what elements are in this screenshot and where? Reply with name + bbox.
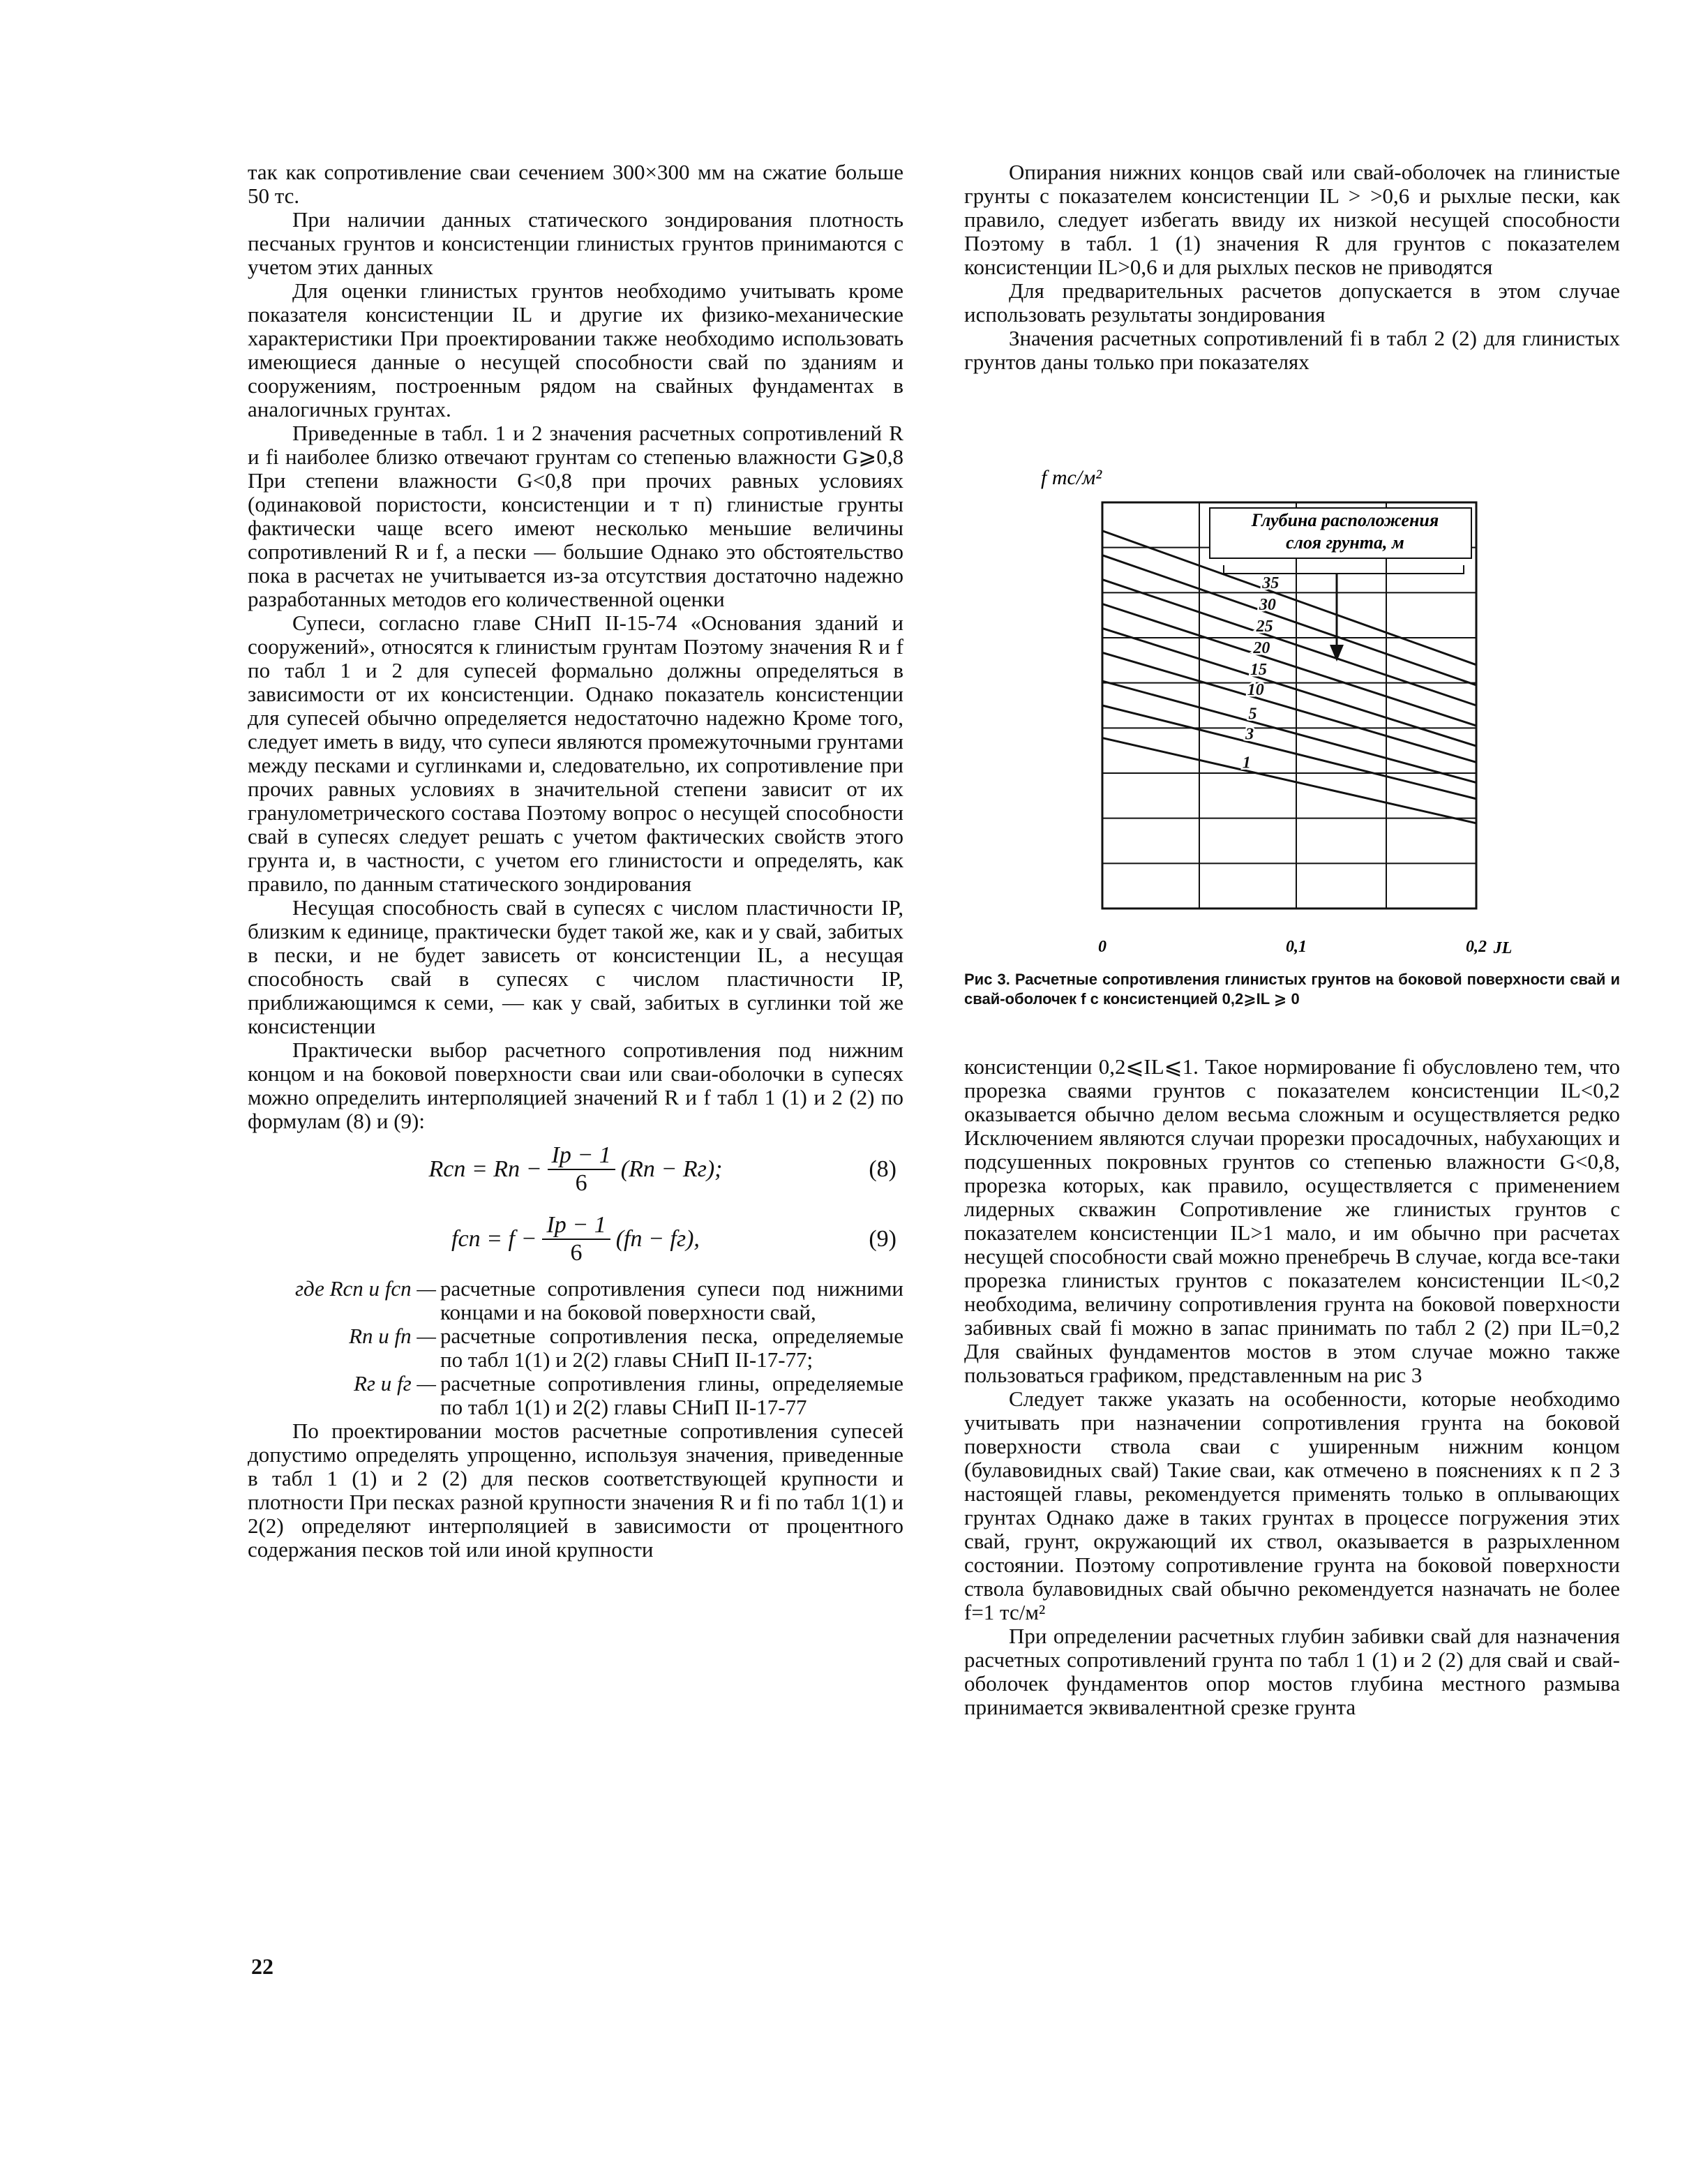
- plot-frame: [1102, 502, 1476, 908]
- paragraph: Следует также указать на особенности, которые необходимо учитывать при назначении сопротивления грунта на боковой поверхности ствола сваи с уширенным нижним концом (булавовидных свай) Такие сваи, как отмечено в пояснениях к п 2 3 настоящей главы, рекомендуется применять только в оплывающих грунтах Однако даже в таких грунтах в процессе погружения этих свай, грунт, окружающий их ствол, оказывается в разрыхленном состоянии. Поэтому сопротивление грунта на боковой поверхности ствола булавовидных свай обычно рекомендуется назначать не более f=1 тс/м²: [964, 1386, 1620, 1624]
- series-label: 3: [1245, 725, 1254, 744]
- formula-8: [248, 1136, 903, 1203]
- definition-text: расчетные сопротивления супеси под нижними концами и на боковой поверхности свай,: [440, 1276, 903, 1324]
- legend-bracket: [1224, 565, 1464, 574]
- series-label: 1: [1242, 754, 1251, 772]
- formula-number: (8): [869, 1156, 896, 1182]
- definitions-list: [248, 1277, 903, 1419]
- definition-row: [248, 1277, 903, 1324]
- formula-9: [248, 1206, 903, 1273]
- series-label: 15: [1250, 660, 1268, 679]
- series-label: 25: [1256, 617, 1273, 636]
- definition-term: Rп и fп —: [349, 1324, 436, 1348]
- legend-title-line2: слоя грунта, м: [1286, 532, 1404, 553]
- paragraph: При наличии данных статического зондирования плотность песчаных грунтов и консистенции глинистых грунтов принимаются с учетом этих данных: [248, 207, 903, 279]
- paragraph: Несущая способность свай в супесях с числом пластичности IP, близким к единице, практически будет такой же, как и у свай, забитых в пески, и не будет зависеть от консистенции IL, а несущая способность свай в супесях с числом пластичности IP, приближающимся к семи, — как у свай, забитых в суглинки той же консистенции: [248, 895, 903, 1038]
- x-axis-label: JL: [1493, 939, 1513, 957]
- x-tick-label: 0,2: [1466, 938, 1487, 956]
- fraction-numerator: Iр − 1: [542, 1212, 610, 1240]
- legend-title-line1: Глубина расположения: [1251, 510, 1439, 530]
- paragraph: Опирания нижних концов свай или свай-оболочек на глинистые грунты с показателем консистенции IL > >0,6 и рыхлые пески, как правило, следует избегать ввиду их низкой несущей способности Поэтому в табл. 1 (1) значения R для грунтов с показателем консистенции IL>0,6 и для рыхлых песков не приводятся: [964, 160, 1620, 279]
- formula-rhs: (Rп − Rг);: [620, 1156, 723, 1182]
- definition-row: [248, 1372, 903, 1419]
- definition-term: Rг и fг —: [353, 1371, 436, 1396]
- series-line-5: [1102, 681, 1476, 783]
- x-tick-label: 0: [1098, 938, 1106, 956]
- definition-text: расчетные сопротивления песка, определяемые по табл 1(1) и 2(2) главы СНиП II-17-77;: [440, 1324, 903, 1372]
- right-column-bottom: [964, 1055, 1620, 1719]
- definition-text: расчетные сопротивления глины, определяемые по табл 1(1) и 2(2) главы СНиП II-17-77: [440, 1371, 903, 1419]
- formula-fraction: [542, 1212, 610, 1266]
- formula-lhs: Rсп = Rп −: [428, 1156, 542, 1182]
- paragraph: Для предварительных расчетов допускается в этом случае использовать результаты зондирования: [964, 278, 1620, 327]
- paragraph: Для оценки глинистых грунтов необходимо учитывать кроме показателя консистенции IL и другие их физико-механические характеристики При проектировании также необходимо использовать имеющиеся данные о несущей способности свай по зданиям и сооружениям, построенным рядом на свайных фундаментах в аналогичных грунтах.: [248, 278, 903, 421]
- left-column: [248, 160, 903, 1562]
- y-axis-label: f тс/м²: [1041, 466, 1102, 489]
- fraction-denominator: 6: [570, 1240, 583, 1266]
- formula-lhs: fсп = f −: [451, 1226, 537, 1252]
- paragraph: Супеси, согласно главе СНиП II-15-74 «Основания зданий и сооружений», относятся к глинистым грунтам Поэтому значения R и f по табл 1 и 2 для супесей формально должны определяться в зависимости от их консистенции. Однако показатель консистенции для супесей обычно определяется недостаточно надежно Кроме того, следует иметь в виду, что супеси являются промежуточными грунтами между песками и суглинками и, следовательно, их сопротивление при прочих равных условиях в значительной степени зависит от их гранулометрического состава Поэтому вопрос о несущей способности свай в супесях следует решать с учетом фактических свойств этого грунта и, в частности, с учетом его глинистости и определять, как правило, по данным статического зондирования: [248, 611, 903, 896]
- page-number: 22: [251, 1954, 273, 1979]
- paragraph: По проектировании мостов расчетные сопротивления супесей допустимо определять упрощенно, используя значения, приведенные в табл 1 (1) и 2 (2) для песков соответствующей крупности и плотности При песках разной крупности значения R и fi по табл 1(1) и 2(2) определяют интерполяцией в зависимости от процентного содержания песков той или иной крупности: [248, 1419, 903, 1562]
- series-label: 35: [1262, 574, 1280, 593]
- fraction-denominator: 6: [575, 1170, 587, 1196]
- definition-term: где Rсп и fсп —: [294, 1276, 436, 1301]
- series-label: 10: [1247, 680, 1264, 699]
- formula-fraction: [548, 1142, 615, 1197]
- fraction-numerator: Iр − 1: [548, 1142, 615, 1170]
- definition-row: [248, 1324, 903, 1372]
- paragraph: консистенции 0,2⩽IL⩽1. Такое нормирование fi обусловлено тем, что прорезка сваями грунтов с показателем консистенции IL<0,2 оказывается обычно делом весьма сложным и осуществляется редко Исключением являются случаи прорезки просадочных, набухающих и подсушенных покровных грунтов со степенью влажности G<0,8, прорезка которых, как правило, осуществляется с применением лидерных скважин Сопротивление же глинистых грунтов с показателем консистенции IL>1 мало, и им обычно при расчетах несущей способности свай можно пренебречь В случае, когда все-таки прорезка глинистых грунтов с показателем консистенции IL<0,2 необходима, величину сопротивления грунта на боковой поверхности забивных свай fi можно в запас принимать по табл 2 (2) при IL=0,2 Для свайных фундаментов мостов в этом случае можно также пользоваться графиком, представленным на рис 3: [964, 1054, 1620, 1387]
- paragraph: так как сопротивление сваи сечением 300×300 мм на сжатие больше 50 тс.: [248, 160, 903, 208]
- formula-rhs: (fп − fг),: [615, 1226, 700, 1252]
- right-column-top: [964, 160, 1620, 374]
- figure-3: [964, 448, 1620, 1048]
- paragraph: Значения расчетных сопротивлений fi в табл 2 (2) для глинистых грунтов даны только при показателях: [964, 326, 1620, 374]
- series-label: 20: [1253, 638, 1270, 657]
- paragraph: Приведенные в табл. 1 и 2 значения расчетных сопротивлений R и fi наиболее близко отвечают грунтам со степенью влажности G⩾0,8 При степени влажности G<0,8 при прочих равных условиях (одинаковой пористости, консистенции и т п) глинистые грунты фактически чаще всего имеют несколько меньшие величины сопротивлений R и f, а пески — большие Однако это обстоятельство пока в расчетах не учитывается из-за отсутствия достаточно надежно разработанных методов его количественной оценки: [248, 421, 903, 611]
- figure-caption: Рис 3. Расчетные сопротивления глинистых грунтов на боковой поверхности свай и свай-оболочек f с консистенцией 0,2⩾IL ⩾ 0: [964, 971, 1620, 1008]
- paragraph: Практически выбор расчетного сопротивления под нижним концом и на боковой поверхности сваи или сваи-оболочки в супесях можно определить интерполяцией значений R и f табл 1 (1) и 2 (2) по формулам (8) и (9):: [248, 1038, 903, 1133]
- paragraph: При определении расчетных глубин забивки свай для назначения расчетных сопротивлений грунта по табл 1 (1) и 2 (2) для свай и свай-оболочек фундаментов опор мостов глубина местного размыва принимается эквивалентной срезке грунта: [964, 1624, 1620, 1719]
- series-label: 30: [1259, 595, 1276, 614]
- series-label: 5: [1248, 705, 1257, 724]
- formula-number: (9): [869, 1226, 896, 1252]
- series-line-1: [1102, 738, 1476, 823]
- x-tick-label: 0,1: [1286, 938, 1307, 956]
- series-line-3: [1102, 705, 1476, 799]
- chart: [964, 448, 1620, 964]
